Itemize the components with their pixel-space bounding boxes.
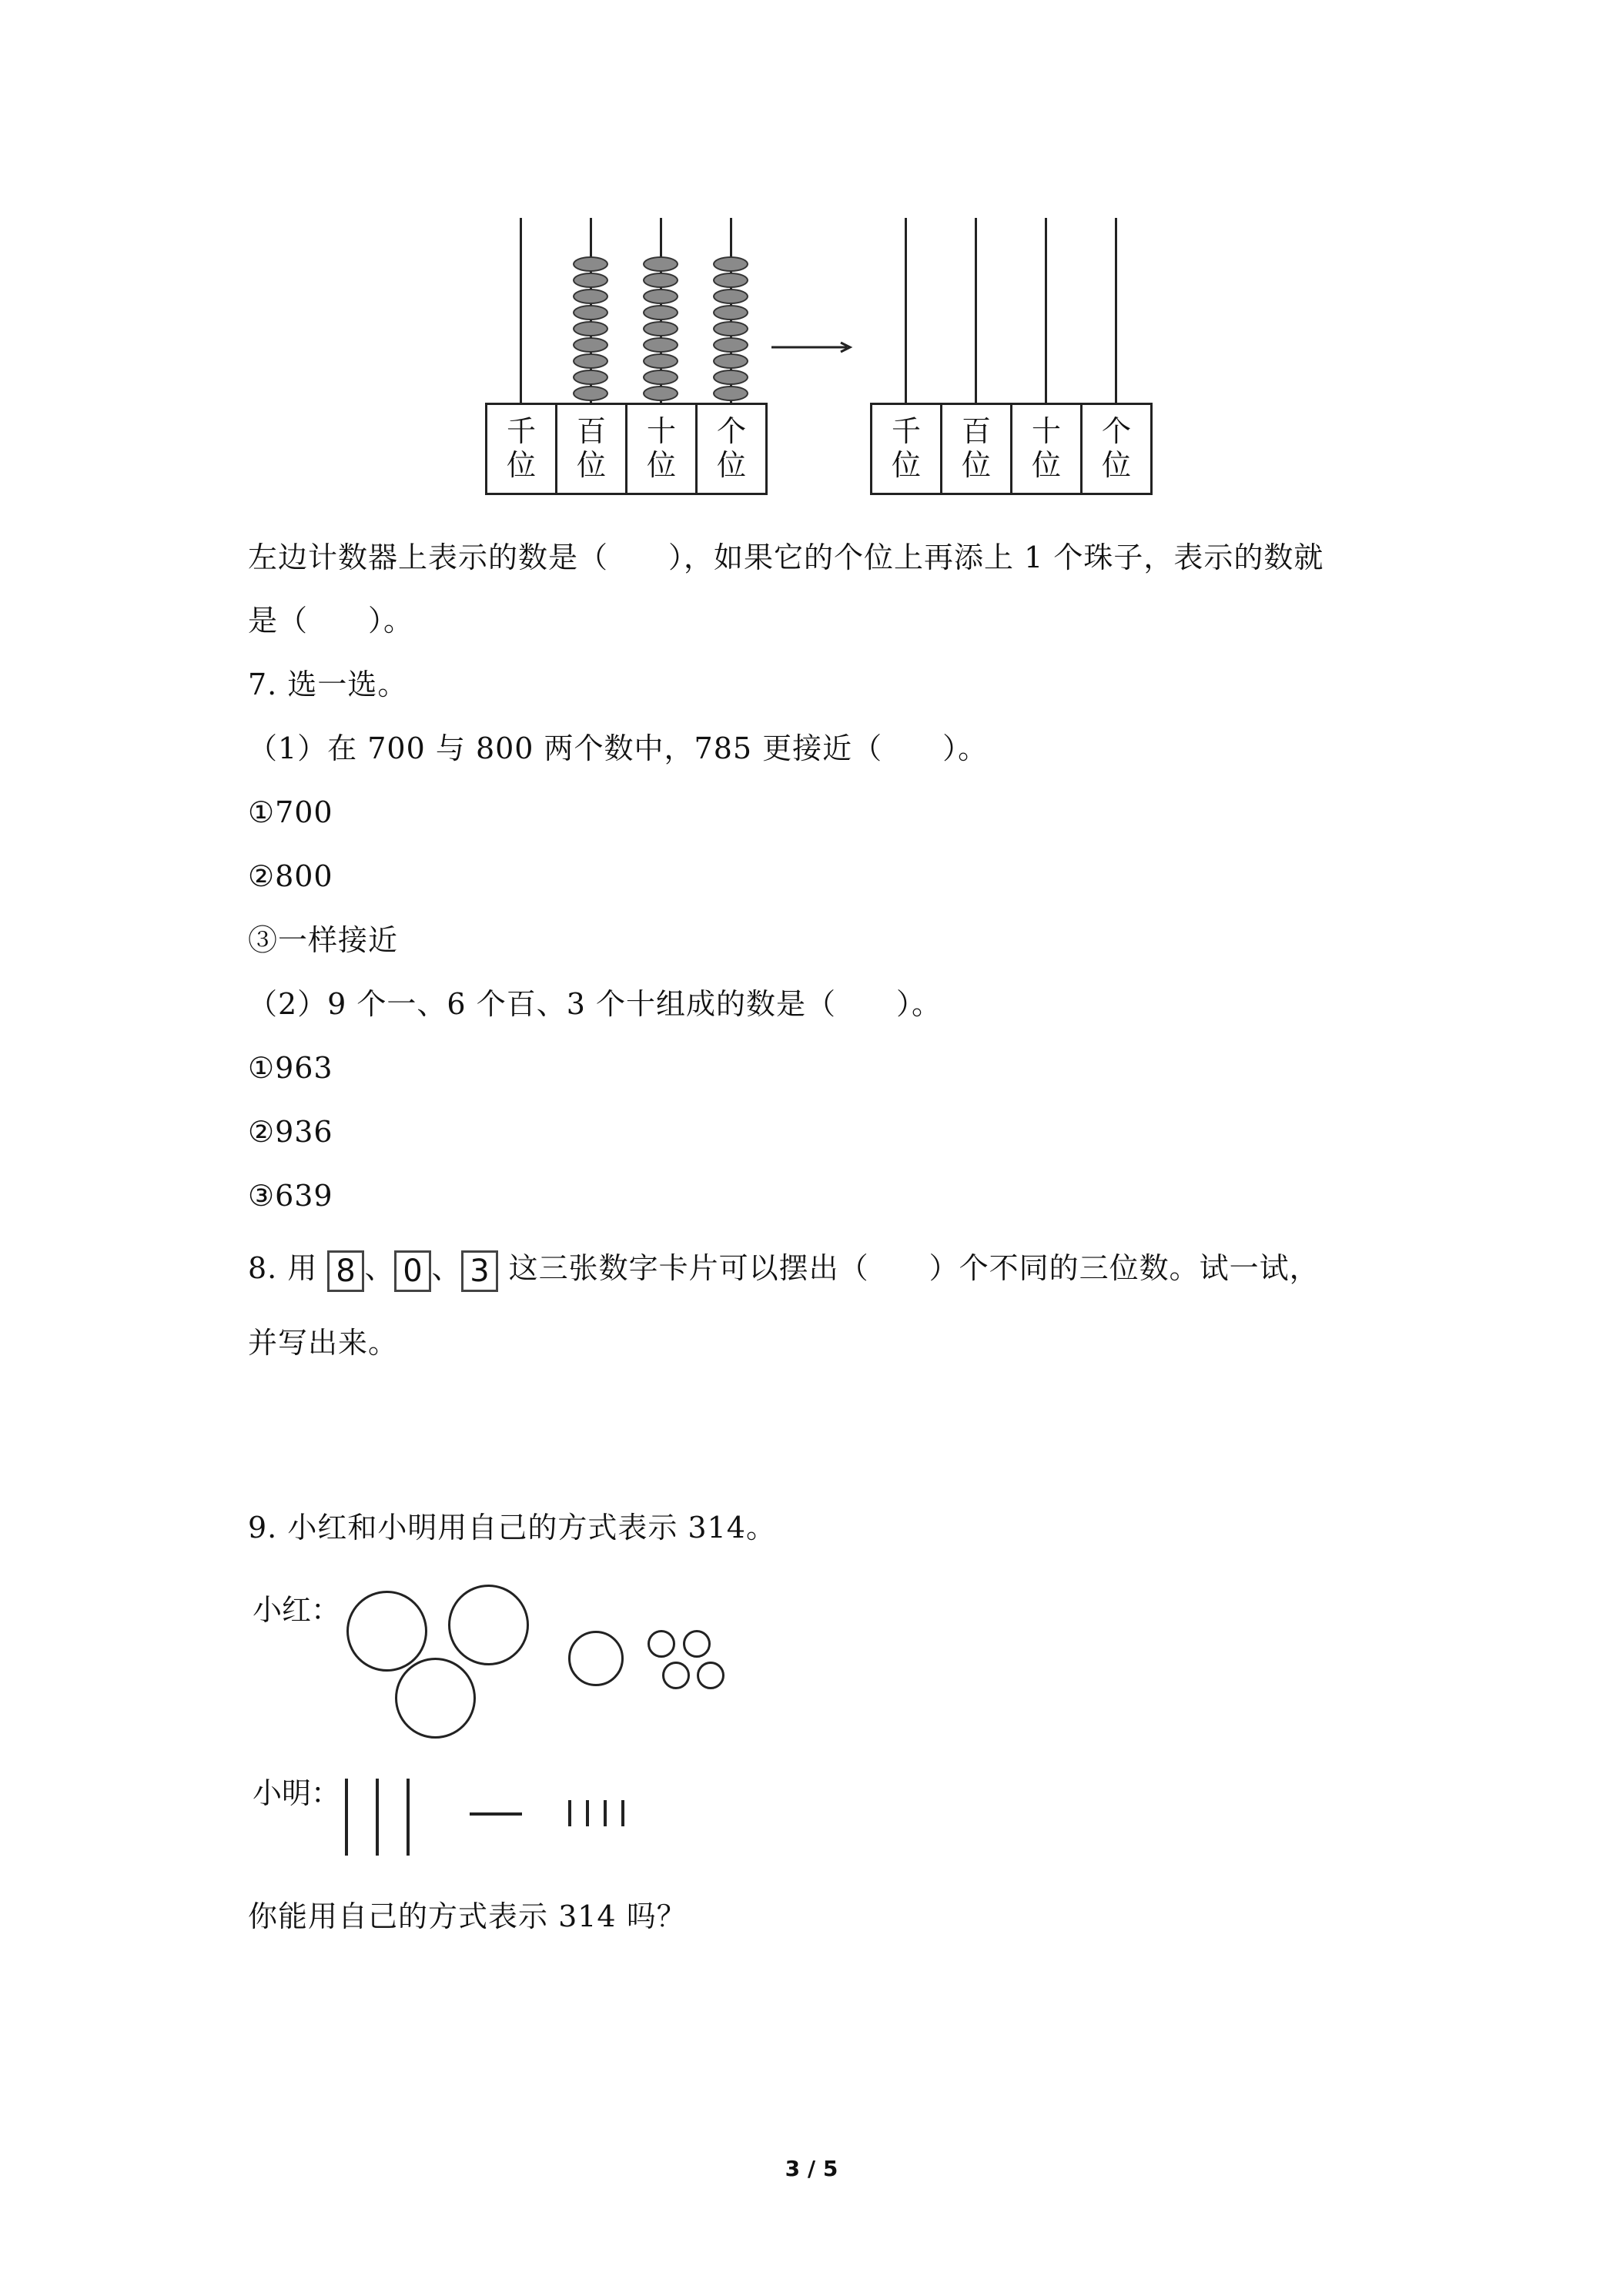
left-abacus-bead [573,289,608,304]
left-abacus-cell-label [627,405,695,493]
left-abacus-cell-label [487,405,555,493]
q8-prefix: 8. 用 [248,1251,318,1285]
q7-title: 7. 选一选。 [248,668,408,701]
right-abacus-label-char: 千 [891,414,921,449]
digit-card-3: 3 [461,1250,498,1292]
hundred-circle [395,1658,476,1739]
q8-sep-2: 、 [431,1251,462,1285]
left-abacus-cell-label [557,405,625,493]
left-abacus-label-char: 位 [646,448,676,482]
abacus-figure [439,196,1178,508]
q8-suffix: 这三张数字卡片可以摆出（ ）个不同的三位数。试一试， [508,1251,1320,1285]
one-stick [586,1800,589,1826]
q8-line2: 并写出来。 [248,1326,399,1360]
left-abacus-bead [643,386,678,401]
left-abacus-bead [643,289,678,304]
right-abacus-cell-label [1012,405,1080,493]
left-abacus-bead [643,256,678,272]
left-abacus-bead [713,256,748,272]
left-abacus-bead [713,353,748,369]
one-circle [697,1662,724,1689]
right-abacus-label-char: 百 [961,414,991,449]
right-abacus-rod [975,218,977,403]
one-stick [568,1800,571,1826]
right-abacus-cell-label [942,405,1010,493]
q7-sub1-option-1: ①700 [248,795,333,829]
right-abacus-label-char: 位 [961,448,991,482]
right-abacus-label-char: 位 [1101,448,1131,482]
left-abacus-bead [643,321,678,336]
left-abacus-bead [643,337,678,353]
right-abacus-cell-2 [1010,403,1083,495]
q7-sub2-option-3: ③639 [248,1179,333,1213]
right-abacus-rod [905,218,907,403]
left-abacus-bead [713,386,748,401]
left-abacus-cell-1 [555,403,627,495]
digit-card-0: 0 [394,1250,431,1292]
left-abacus-bead [573,386,608,401]
left-abacus-bead [713,321,748,336]
left-abacus-bead [573,353,608,369]
page-number: 3 / 5 [785,2156,838,2181]
q9-title: 9. 小红和小明用自己的方式表示 314。 [248,1511,776,1545]
left-abacus-bead [573,273,608,288]
left-abacus-label-char: 十 [646,414,676,449]
left-abacus-label-char: 千 [506,414,536,449]
q7-sub2: （2）9 个一、6 个百、3 个十组成的数是（ ）。 [248,987,942,1021]
right-abacus-cell-1 [940,403,1012,495]
xiaohong-label: 小红： [253,1593,341,1627]
left-abacus-cell-3 [695,403,768,495]
left-abacus-bead [573,370,608,385]
right-abacus-cell-0 [870,403,942,495]
hundred-circle [346,1591,427,1672]
right-abacus-rod [1115,218,1117,403]
left-abacus-cell-label [698,405,765,493]
left-abacus-bead [713,337,748,353]
q6-line1: 左边计数器上表示的数是（ ），如果它的个位上再添上 1 个珠子，表示的数就 [248,541,1324,574]
q7-sub2-option-1: ①963 [248,1051,333,1085]
left-abacus-label-char: 位 [716,448,746,482]
left-abacus-bead [573,337,608,353]
one-circle [648,1630,675,1658]
left-abacus-bead [713,370,748,385]
right-abacus-cell-label [872,405,940,493]
q7-sub1: （1）在 700 与 800 两个数中，785 更接近（ ）。 [248,731,989,765]
left-abacus-label-char: 百 [576,414,606,449]
q9-question: 你能用自己的方式表示 314 吗？ [248,1899,687,1933]
hundred-stick [376,1779,379,1856]
left-abacus-bead [713,305,748,320]
left-abacus-cell-0 [485,403,557,495]
left-abacus-label-char: 位 [506,448,536,482]
right-abacus-rod [1045,218,1047,403]
q8-line1 [248,1246,1320,1292]
ten-stick [470,1812,522,1816]
one-stick [621,1800,624,1826]
right-abacus-label-char: 十 [1031,414,1061,449]
left-abacus-cell-2 [625,403,698,495]
xiaohong-figure [246,1578,758,1736]
left-abacus-bead [573,321,608,336]
right-arrow-icon [770,340,855,355]
q7-sub1-option-2: ②800 [248,859,333,893]
left-abacus-label-char: 位 [576,448,606,482]
left-abacus-bead [643,273,678,288]
q8-sep-1: 、 [364,1251,395,1285]
left-abacus-label-char: 个 [716,414,746,449]
one-stick [604,1800,607,1826]
left-abacus-bead [573,256,608,272]
left-abacus-bead [713,273,748,288]
left-abacus-bead [643,305,678,320]
right-abacus-cell-label [1083,405,1150,493]
right-abacus-label-char: 位 [1031,448,1061,482]
digit-card-8: 8 [327,1250,364,1292]
right-abacus-label-char: 位 [891,448,921,482]
q7-sub1-option-3: ③一样接近 [248,923,399,957]
hundred-stick [345,1779,348,1856]
xiaoming-label: 小明： [253,1776,341,1810]
one-circle [662,1662,690,1689]
left-abacus-bead [573,305,608,320]
q6-line2: 是（ ）。 [248,604,414,638]
left-abacus-bead [643,370,678,385]
one-circle [683,1630,711,1658]
q7-sub2-option-2: ②936 [248,1115,333,1149]
right-abacus-label-char: 个 [1101,414,1131,449]
xiaoming-figure [246,1755,654,1863]
left-abacus-bead [713,289,748,304]
hundred-stick [407,1779,410,1856]
hundred-circle [448,1585,529,1665]
left-abacus-rod [520,218,522,403]
right-abacus-cell-3 [1080,403,1153,495]
ten-circle [568,1631,624,1686]
left-abacus-bead [643,353,678,369]
